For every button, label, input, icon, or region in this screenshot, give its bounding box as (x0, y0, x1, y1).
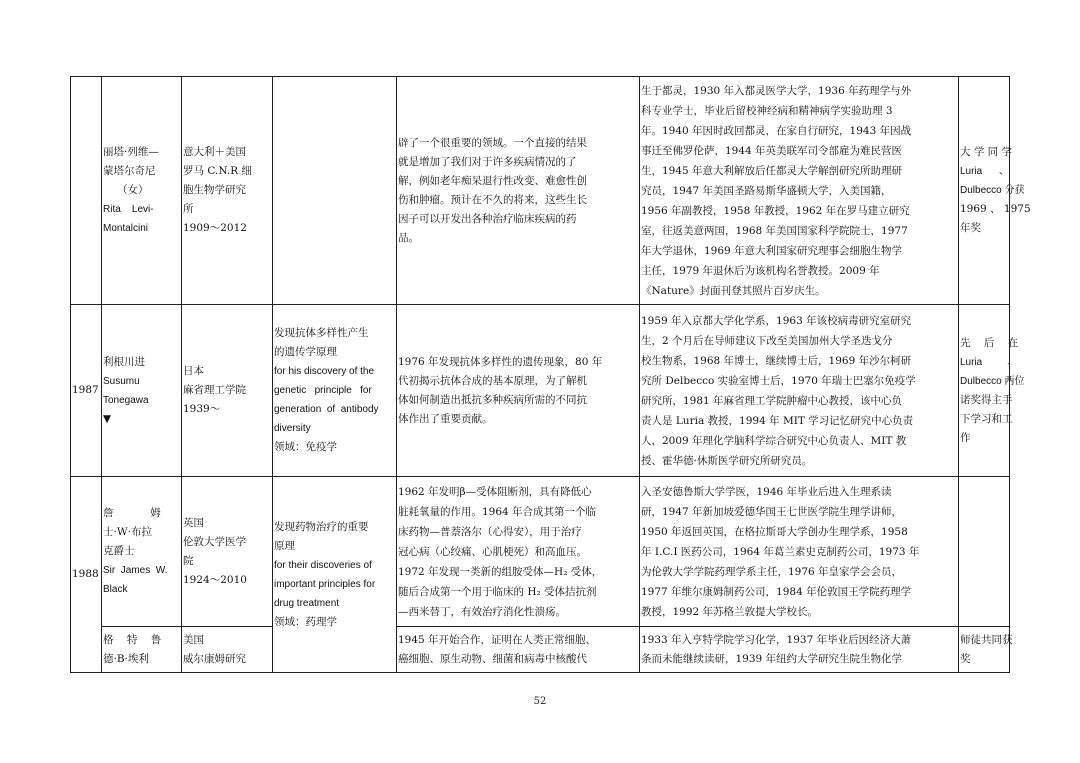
nation-text: 日本 (183, 365, 204, 377)
achievement-text-en: diversity (274, 423, 311, 434)
significance-text: 1945 年开始合作，证明在人类正常细胞、 (398, 633, 597, 646)
field-label: 领域：药理学 (274, 615, 337, 628)
significance-text: 品。 (398, 231, 419, 244)
achievement-cell (273, 77, 397, 305)
significance-text: 辟了一个很重要的领域。一个直接的结果 (398, 136, 587, 149)
significance-text: —西米替丁，有效治疗消化性溃疡。 (398, 605, 566, 618)
biography-cell (640, 627, 959, 673)
laureate-name-en: Black (103, 584, 128, 595)
laureate-cell (102, 305, 182, 477)
notes-text: 作 (960, 431, 971, 444)
biography-text: 主任，1979 年退休后为该机构名誉教授。2009 年 (641, 264, 880, 277)
triangle-marker-icon: ▼ (103, 412, 112, 425)
significance-text: 脏耗氧量的作用。1964 年合成其第一个临 (398, 505, 597, 518)
biography-text: 生，1945 年意大利解放后任都灵大学解剖研究所助理研 (641, 164, 903, 177)
notes-cell (959, 627, 1013, 673)
laureate-name-en: Rita Levi- (103, 204, 154, 215)
notes-text: Luria 、 (960, 166, 1009, 177)
laureate-name-zh: 士·W·布拉 (103, 526, 152, 538)
year-cell (71, 77, 102, 305)
achievement-text: 发现抗体多样性产生 (274, 327, 369, 339)
laureate-name-zh: 蒙塔尔奇尼 (103, 165, 156, 177)
significance-text: 1972 年发现一类新的组胺受体—H₂ 受体， (398, 565, 603, 578)
biography-text: 授、霍华德·休斯医学研究所研究员。 (641, 454, 813, 467)
year-cell: 1988 (71, 477, 102, 673)
biography-text: 1956 年副教授，1958 年教授，1962 年在罗马建立研究 (641, 204, 910, 217)
biography-text: 1933 年入亨特学院学习化学，1937 年毕业后因经济大萧 (641, 633, 912, 646)
biography-cell (640, 477, 959, 627)
significance-text: 1962 年发明β—受体阻断剂，具有降低心 (398, 485, 592, 498)
significance-text: 体如何制造出抵抗多种疾病所需的不同抗 (398, 393, 587, 406)
nation-institution-cell (182, 77, 273, 305)
table-row (71, 77, 1010, 305)
laureate-cell (102, 77, 182, 305)
biography-text: 科专业学士，毕业后留校神经病和精神病学实验助理 3 (641, 104, 893, 117)
biography-text: 校生物系，1968 年博士，继续博士后，1969 年沙尔柯研 (641, 354, 912, 367)
biography-text: 责人是 Luria 教授，1994 年 MIT 学习记忆研究中心负责 (641, 414, 914, 427)
achievement-text: 原理 (274, 539, 295, 552)
institution-text: 院 (183, 554, 194, 567)
significance-text: 解，例如老年痴呆退行性改变、难愈性创 (398, 174, 587, 187)
biography-text: 究所 Delbecco 实验室博士后，1970 年瑞士巴塞尔免疫学 (641, 374, 916, 387)
achievement-cell (273, 305, 397, 477)
nation-institution-cell (182, 477, 273, 627)
significance-text: 就是增加了我们对于许多疾病情况的了 (398, 155, 577, 168)
significance-cell (397, 77, 640, 305)
life-years: 1909～2012 (183, 222, 247, 234)
nation-text: 美国 (183, 633, 204, 646)
laureate-name-zh: 格 特 鲁 (103, 633, 162, 646)
achievement-text: 的遗传学原理 (274, 346, 337, 358)
biography-text: 年 I.C.I 医药公司，1964 年葛兰素史克制药公司，1973 年 (641, 545, 920, 558)
significance-cell (397, 305, 640, 477)
significance-cell (397, 477, 640, 627)
nation-institution-cell (182, 305, 273, 477)
notes-text: Luria 、 (960, 356, 1018, 368)
laureate-name-zh: 克爵士 (103, 545, 135, 557)
notes-text: Dulbecco 两位 (960, 375, 1025, 387)
laureate-name-en: Sir James W. (103, 565, 168, 576)
biography-text: 入圣安德鲁斯大学学医，1946 年毕业后进入生理系读 (641, 485, 892, 498)
biography-text: 研，1947 年新加坡爱德华国王七世医学院生理学讲师， (641, 505, 903, 518)
life-years: 1939～ (183, 403, 221, 415)
biography-text: 研究所，1981 年麻省理工学院肿瘤中心教授，该中心负 (641, 394, 903, 407)
year-cell: 1987 (71, 305, 102, 477)
achievement-text: 发现药物治疗的重要 (274, 520, 369, 533)
laureate-cell (102, 627, 182, 673)
achievement-text-en: drug treatment (274, 597, 340, 609)
biography-text: 《Nature》封面刊登其照片百岁庆生。 (641, 284, 826, 297)
biography-cell (640, 77, 959, 305)
life-years: 1924～2010 (183, 573, 247, 586)
notes-text: 诺奖得主手 (960, 393, 1013, 406)
institution-text: 麻省理工学院 (183, 384, 246, 396)
notes-text: Dulbecco 分获 (960, 185, 1025, 196)
biography-text: 生，2 个月后在导师建议下改至美国加州大学圣迭戈分 (641, 334, 893, 347)
biography-text: 年。1940 年因时政回都灵，在家自行研究，1943 年因战 (641, 124, 912, 137)
notes-cell (959, 477, 1010, 627)
biography-text: 人，2009 年理化学脑科学综合研究中心负责人、MIT 教 (641, 434, 907, 447)
significance-text: 因子可以开发出各种治疗临床疾病的药 (398, 212, 577, 225)
notes-cell (959, 305, 1025, 477)
achievement-text-en: generation of antibody (274, 404, 379, 415)
significance-text: 伤和肿瘤。预计在不久的将来，这些生长 (398, 193, 587, 206)
notes-text: 年奖 (960, 222, 981, 234)
significance-text: 代初揭示抗体合成的基本原理，为了解机 (398, 374, 587, 387)
biography-text: 事迁至佛罗伦萨，1944 年英美联军司令部雇为难民营医 (641, 144, 903, 157)
laureate-name-en: Montalcini (103, 223, 149, 234)
biography-cell (640, 305, 959, 477)
biography-text: 年大学退休，1969 年意大利国家研究理事会细胞生物学 (641, 244, 903, 257)
nation-text: 意大利＋美国 (183, 146, 246, 158)
institution-text: 伦敦大学医学 (183, 535, 246, 548)
page-number: 52 (533, 696, 547, 707)
institution-text: 罗马 C.N.R 细 (183, 165, 252, 177)
laureate-name-zh: 詹 姆 (103, 507, 161, 519)
significance-cell (397, 627, 640, 673)
laureate-name-en: Susumu (103, 375, 140, 387)
notes-text: 先 后 在 (960, 336, 1019, 349)
notes-cell (959, 77, 1031, 305)
notes-text: 奖 (960, 652, 971, 665)
significance-text: 床药物—普萘洛尔（心得安），用于治疗 (398, 525, 582, 538)
biography-text: 条而未能继续读研，1939 年纽约大学研究生院生物化学 (641, 652, 903, 665)
notes-text: 下学习和工 (960, 412, 1013, 425)
achievement-cell (273, 477, 397, 673)
achievement-text-en: important principles for (274, 578, 376, 590)
biography-text: 为伦敦大学学院药理学系主任，1976 年皇家学会会员， (641, 565, 903, 578)
laureate-gender: （女） (117, 184, 149, 196)
significance-text: 癌细胞、原生动物、细菌和病毒中核酸代 (398, 652, 587, 665)
biography-text: 室，往返美意两国，1968 年美国国家科学院院士，1977 (641, 224, 908, 237)
notes-text: 师徒共同获 (960, 633, 1013, 646)
laureate-name-zh: 德·B·埃利 (103, 652, 149, 665)
biography-text: 教授，1992 年苏格兰敦提大学校长。 (641, 605, 819, 618)
biography-text: 1950 年返回英国，在格拉斯哥大学创办生理学系，1958 (641, 525, 908, 538)
institution-text: 胞生物学研究 (183, 184, 246, 196)
biography-text: 生于都灵，1930 年入都灵医学大学，1936 年药理学与外 (641, 84, 912, 97)
nation-text: 英国 (183, 516, 204, 529)
achievement-text-en: for their discoveries of (274, 559, 372, 571)
notes-text: 大 学 同 学 (960, 146, 1013, 158)
achievement-text-en: for his discovery of the (274, 366, 375, 377)
table-row (71, 627, 1010, 673)
institution-text: 所 (183, 203, 194, 215)
significance-text: 随后合成第一个用于临床的 H₂ 受体拮抗剂 (398, 585, 597, 598)
nobel-laureates-table (70, 76, 1031, 673)
laureate-name-zh: 利根川进 (103, 355, 145, 368)
nation-institution-cell (182, 627, 273, 673)
biography-text: 1977 年维尔康姆制药公司，1984 年伦敦国王学院药理学 (641, 585, 912, 598)
table-row (71, 477, 1010, 627)
institution-text: 威尔康姆研究 (183, 652, 246, 665)
laureate-name-zh: 丽塔·列维— (103, 146, 159, 158)
table-row (71, 305, 1010, 477)
field-label: 领域：免疫学 (274, 441, 337, 453)
laureate-name-en: Tonegawa (103, 394, 149, 406)
biography-text: 1959 年入京都大学化学系，1963 年该校病毒研究室研究 (641, 314, 912, 327)
laureate-cell (102, 477, 182, 627)
significance-text: 1976 年发现抗体多样性的遗传现象，80 年 (398, 355, 603, 368)
significance-text: 冠心病（心绞痛、心肌梗死）和高血压。 (398, 545, 587, 558)
biography-text: 究员，1947 年美国圣路易斯华盛顿大学，入美国籍， (641, 184, 892, 197)
achievement-text-en: genetic principle for (274, 385, 372, 396)
notes-text: 1969 、 1975 (960, 203, 1031, 215)
significance-text: 体作出了重要贡献。 (398, 412, 493, 425)
